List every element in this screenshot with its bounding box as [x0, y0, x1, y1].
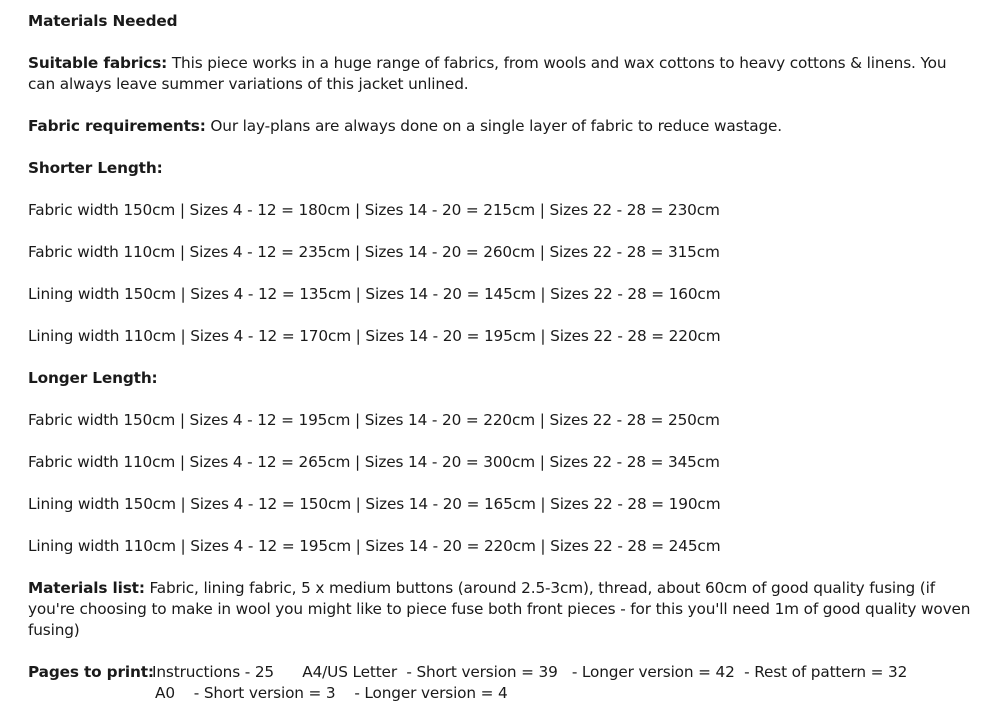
spacer: [28, 95, 978, 116]
fabric-requirements-text: Our lay-plans are always done on a single layer of fabric to reduce wastage.: [205, 117, 782, 135]
spacer: [28, 179, 978, 200]
materials-list-text: Fabric, lining fabric, 5 x medium buttons (around 2.5-3cm), thread, about 60cm of good quality fusing (if you're choosing to make in wool you might like to piece fuse both front pieces - for this you'll need 1m of good quality woven fusing): [28, 579, 971, 639]
pages-line-a4: Instructions - 25 A4/US Letter - Short version = 39 - Longer version = 42 - Rest of pattern = 32: [152, 663, 908, 681]
pages-line-a0: A0 - Short version = 3 - Longer version = 4: [155, 684, 508, 702]
spacer: [28, 221, 978, 242]
longer-row-lining-110: Lining width 110cm | Sizes 4 - 12 = 195cm | Sizes 14 - 20 = 220cm | Sizes 22 - 28 = 245cm: [28, 537, 721, 555]
spacer: [28, 473, 978, 494]
shorter-row-lining-110: Lining width 110cm | Sizes 4 - 12 = 170cm | Sizes 14 - 20 = 195cm | Sizes 22 - 28 = 220cm: [28, 327, 721, 345]
suitable-fabrics-paragraph: [28, 53, 978, 95]
spacer: [28, 515, 978, 536]
longer-length-heading: Longer Length:: [28, 369, 158, 387]
shorter-row-lining-150: Lining width 150cm | Sizes 4 - 12 = 135cm | Sizes 14 - 20 = 145cm | Sizes 22 - 28 = 160cm: [28, 285, 721, 303]
shorter-length-heading: Shorter Length:: [28, 159, 163, 177]
spacer: [28, 389, 978, 410]
suitable-fabrics-label: Suitable fabrics:: [28, 54, 168, 72]
longer-row-fabric-110: Fabric width 110cm | Sizes 4 - 12 = 265cm | Sizes 14 - 20 = 300cm | Sizes 22 - 28 = 345cm: [28, 453, 720, 471]
shorter-row-fabric-150: Fabric width 150cm | Sizes 4 - 12 = 180cm | Sizes 14 - 20 = 215cm | Sizes 22 - 28 = 230cm: [28, 201, 720, 219]
fabric-requirements-label: Fabric requirements:: [28, 117, 206, 135]
spacer: [28, 431, 978, 452]
spacer: [28, 557, 978, 578]
pages-to-print-label: Pages to print:: [28, 663, 154, 681]
spacer: [28, 347, 978, 368]
materials-list-label: Materials list:: [28, 579, 145, 597]
pages-to-print: [28, 662, 978, 704]
shorter-row-fabric-110: Fabric width 110cm | Sizes 4 - 12 = 235cm | Sizes 14 - 20 = 260cm | Sizes 22 - 28 = 315cm: [28, 243, 720, 261]
spacer: [28, 32, 978, 53]
spacer: [28, 305, 978, 326]
longer-row-lining-150: Lining width 150cm | Sizes 4 - 12 = 150cm | Sizes 14 - 20 = 165cm | Sizes 22 - 28 = 190cm: [28, 495, 721, 513]
materials-list-paragraph: [28, 578, 978, 641]
pages-to-print-values: [152, 662, 907, 704]
spacer: [28, 641, 978, 662]
longer-row-fabric-150: Fabric width 150cm | Sizes 4 - 12 = 195cm | Sizes 14 - 20 = 220cm | Sizes 22 - 28 = 250cm: [28, 411, 720, 429]
document: [28, 11, 978, 704]
spacer: [28, 263, 978, 284]
suitable-fabrics-text: This piece works in a huge range of fabrics, from wools and wax cottons to heavy cottons & linens. You can always leave summer variations of this jacket unlined.: [28, 54, 947, 93]
fabric-requirements-paragraph: [28, 116, 978, 137]
page-title: Materials Needed: [28, 12, 178, 30]
spacer: [28, 137, 978, 158]
